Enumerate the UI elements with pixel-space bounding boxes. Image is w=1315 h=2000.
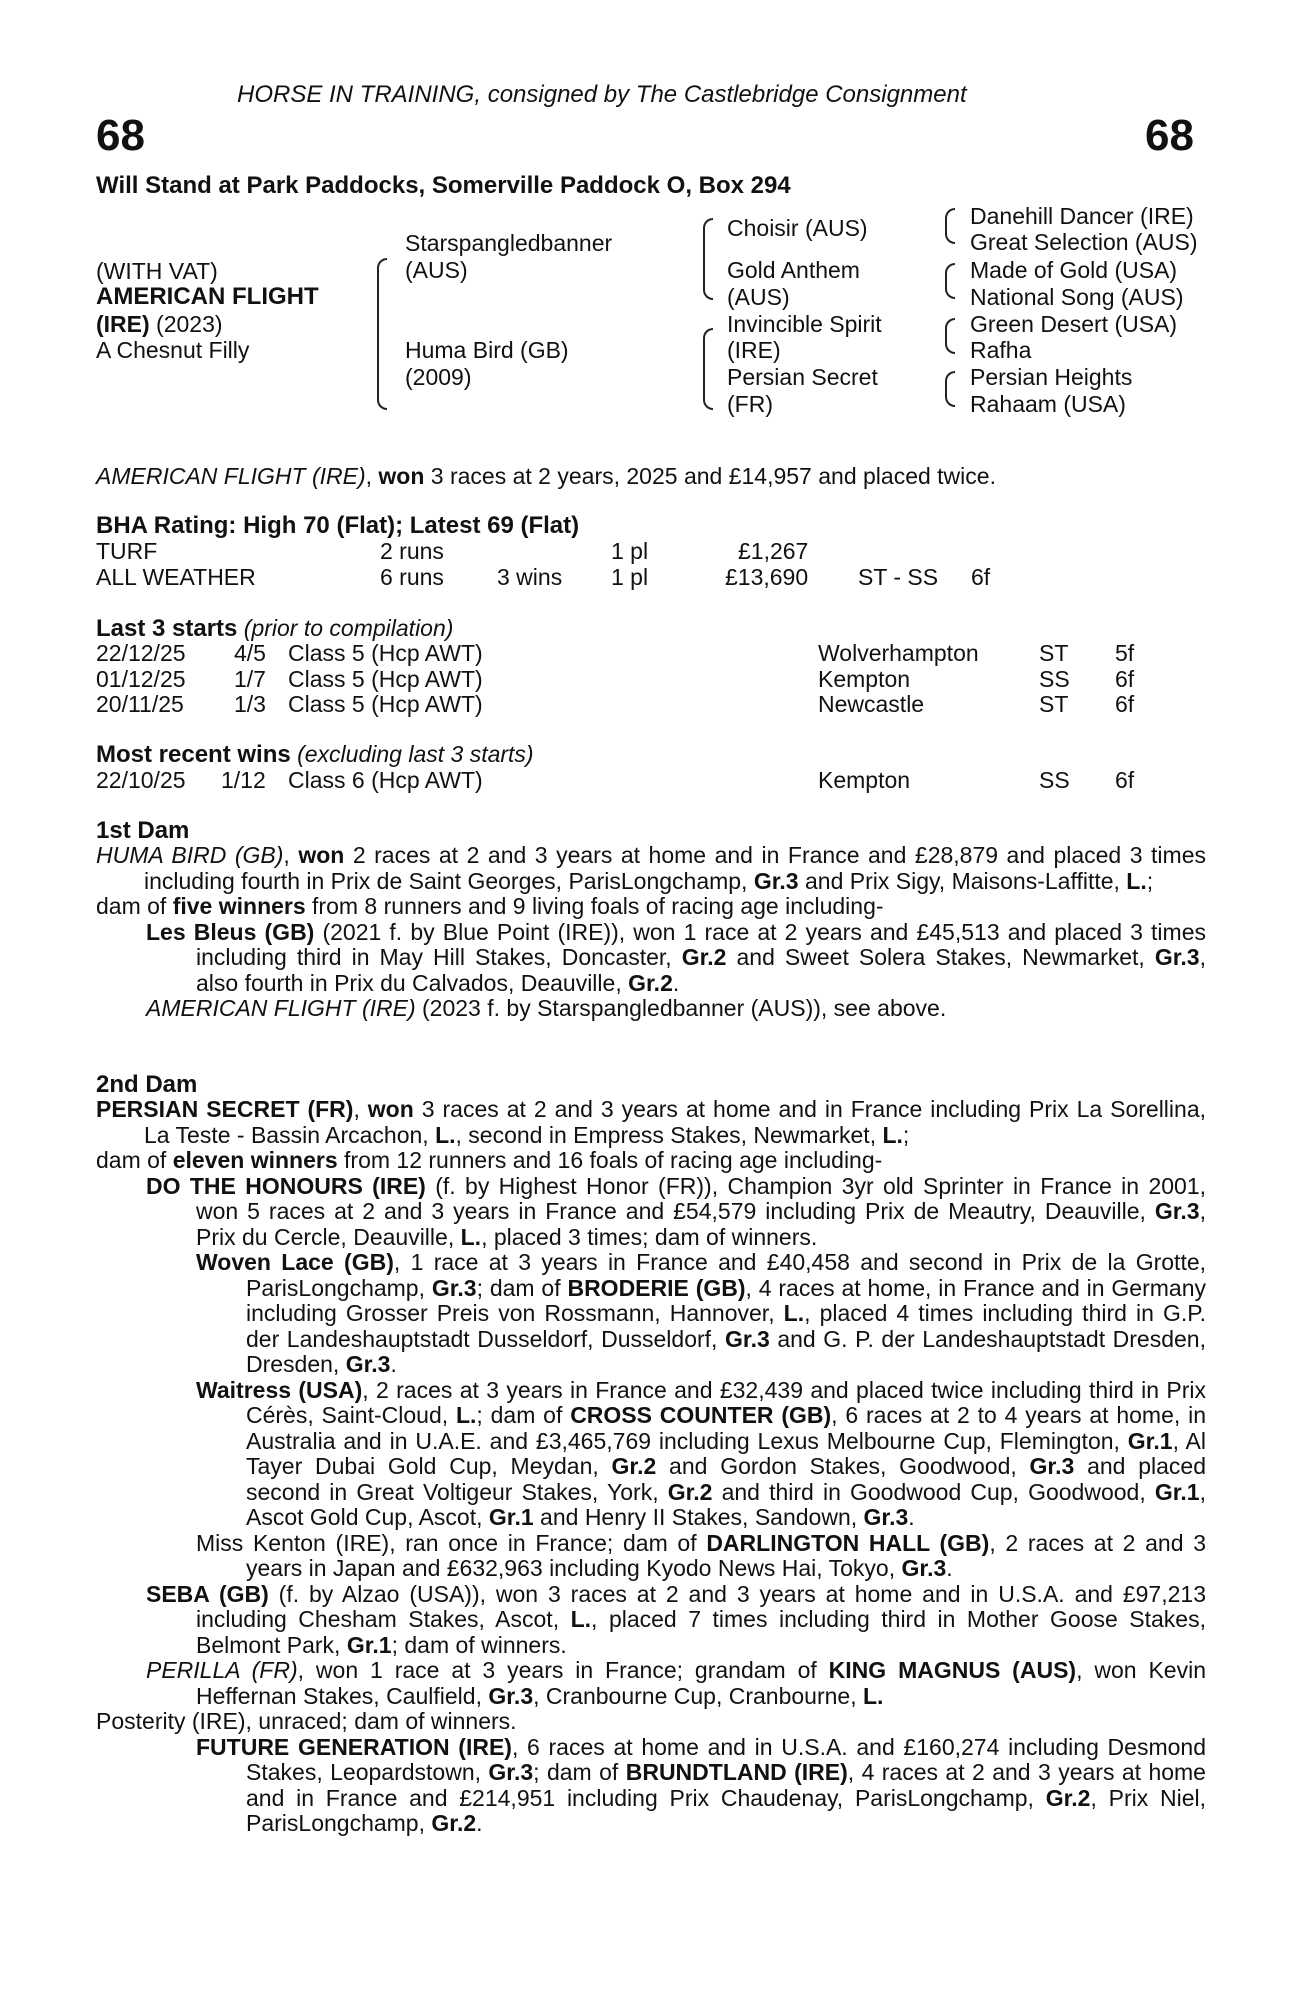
miss-kenton-entry: Miss Kenton (IRE), ran once in France; dam of DARLINGTON HALL (GB), 2 races at 2 and 3 years in Japan and £632,963 including Kyodo News Hai, Tokyo, Gr.3. (196, 1529, 1206, 1581)
granddam-4: Rahaam (USA) (970, 391, 1126, 417)
horse-name: AMERICAN FLIGHT (96, 283, 319, 310)
sire-name: Starspangledbanner (405, 230, 613, 256)
woven-lace-entry: Woven Lace (GB), 1 race at 3 years in France and £40,458 and second in Prix de la Grotte, ParisLongchamp, Gr.3; dam of BRODERIE (GB), 4 races at home, in France and in Germany including Grosser Preis von Rossmann, Hannover, L., placed 4 times including third in G.P. der Landeshauptstadt Dusseldorf, Dusseldorf, Gr.3 and G. P. der Landeshauptstadt Dresden, Dresden, Gr.3. (196, 1249, 1207, 1377)
pedigree-brace-g4 (945, 371, 955, 407)
stand-location: Will Stand at Park Paddocks, Somerville Paddock O, Box 294 (96, 172, 791, 199)
first-dam-heading: 1st Dam (96, 817, 190, 844)
pedigree-brace-g1 (945, 208, 955, 244)
horse-suffix-year: (IRE) (2023) (96, 311, 223, 337)
consignment-subtitle: HORSE IN TRAINING, consigned by The Castlebridge Consignment (237, 81, 967, 108)
future-generation-entry: FUTURE GENERATION (IRE), 6 races at home and in U.S.A. and £160,274 including Desmond Stakes, Leopardstown, Gr.3; dam of BRUNDTLAND (IRE), 4 races at 2 and 3 years at home and in France and £214,951 including Prix Chaudenay, ParisLongchamp, Gr.2, Prix Niel, ParisLongchamp, Gr.2. (196, 1733, 1206, 1836)
horse-description: A Chesnut Filly (96, 337, 250, 363)
posterity-entry: Posterity (IRE), unraced; dam of winners. (96, 1708, 517, 1734)
dam-sire: Invincible Spirit (727, 311, 882, 337)
sire-sire: Choisir (AUS) (727, 215, 868, 241)
waitress-entry: Waitress (USA), 2 races at 3 years in France and £32,439 and placed twice including third in Prix Cérès, Saint-Cloud, L.; dam of CROSS COUNTER (GB), 6 races at 2 to 4 years at home, in Australia and in U.A.E. and £3,465,769 including Lexus Melbourne Cup, Flemington, Gr.1, Al Tayer Dubai Gold Cup, Meydan, Gr.2 and Gordon Stakes, Goodwood, Gr.3 and placed second in Great Voltigeur Stakes, York, Gr.2 and third in Goodwood Cup, Goodwood, Gr.1, Ascot Gold Cup, Ascot, Gr.1 and Henry II Stakes, Sandown, Gr.3. (196, 1376, 1206, 1530)
second-dam-heading: 2nd Dam (96, 1071, 198, 1098)
last3-heading: Last 3 starts (prior to compilation) (96, 615, 454, 642)
dam-name: Huma Bird (GB) (405, 337, 569, 363)
pedigree-brace-g2 (945, 263, 955, 299)
pedigree-brace-dam (703, 328, 713, 410)
pedigree-brace-gen1 (377, 258, 387, 410)
sire-dam-country: (AUS) (727, 284, 790, 310)
pedigree-brace-sire (703, 218, 713, 300)
dam-dam-country: (FR) (727, 391, 773, 417)
first-dam-record: HUMA BIRD (GB), won 2 races at 2 and 3 years at home and in France and £28,879 and placed 3 times including fourth in Prix de Saint Georges, ParisLongchamp, Gr.3 and Prix Sigy, Maisons-Laffitte, L.; dam of five winners from 8 runners and 9 living foals of racing age including- Les Bleus (GB) (2021 f. by Blue Point (IRE)), won 1 race at 2 years and £45,513 and placed 3 times including third in May Hill Stakes, Doncaster, Gr.2 and Sweet Solera Stakes, Newmarket, Gr.3, also fourth in Prix du Calvados, Deauville, Gr.2. AMERICAN FLIGHT (IRE) (2023 f. by Starspangledbanner (AUS)), see above. (96, 842, 1206, 1021)
lot-number-left: 68 (96, 111, 145, 160)
granddam-1: Great Selection (AUS) (970, 229, 1198, 255)
perilla-entry: PERILLA (FR), won 1 race at 3 years in France; grandam of KING MAGNUS (AUS), won Kevin Heffernan Stakes, Caulfield, Gr.3, Cranbourne Cup, Cranbourne, L. (146, 1657, 1206, 1709)
sire-country: (AUS) (405, 257, 468, 283)
dam-sire-country: (IRE) (727, 337, 781, 363)
pedigree-brace-g3 (945, 318, 955, 354)
dam-dam: Persian Secret (727, 364, 878, 390)
grandsire-2: Made of Gold (USA) (970, 257, 1178, 283)
sire-dam: Gold Anthem (727, 257, 860, 283)
les-bleus-entry: Les Bleus (GB) (2021 f. by Blue Point (IRE)), won 1 race at 2 years and £45,513 and placed 3 times including third in May Hill Stakes, Doncaster, Gr.2 and Sweet Solera Stakes, Newmarket, Gr.3, also fourth in Prix du Calvados, Deauville, Gr.2. (146, 918, 1206, 996)
granddam-3: Rafha (970, 337, 1032, 363)
american-flight-entry: AMERICAN FLIGHT (IRE) (2023 f. by Starspangledbanner (AUS)), see above. (146, 995, 947, 1021)
vat-note: (WITH VAT) (96, 258, 218, 284)
recent-wins-heading: Most recent wins (excluding last 3 starts) (96, 741, 534, 768)
granddam-2: National Song (AUS) (970, 284, 1184, 310)
do-the-honours-entry: DO THE HONOURS (IRE) (f. by Highest Honor (FR)), Champion 3yr old Sprinter in France in 2001, won 5 races at 2 and 3 years in France and £54,579 including Prix de Meautry, Deauville, Gr.3, Prix du Cercle, Deauville, L., placed 3 times; dam of winners. (146, 1172, 1207, 1250)
race-summary: AMERICAN FLIGHT (IRE), won 3 races at 2 years, 2025 and £14,957 and placed twice. (96, 463, 996, 489)
grandsire-1: Danehill Dancer (IRE) (970, 203, 1194, 229)
grandsire-3: Green Desert (USA) (970, 311, 1178, 337)
seba-entry: SEBA (GB) (f. by Alzao (USA)), won 3 races at 2 and 3 years at home and in U.S.A. and £97,213 including Chesham Stakes, Ascot, L., placed 7 times including third in Mother Goose Stakes, Belmont Park, Gr.1; dam of winners. (146, 1580, 1206, 1658)
dam-year: (2009) (405, 364, 472, 390)
bha-rating-title: BHA Rating: High 70 (Flat); Latest 69 (Flat) (96, 512, 580, 539)
second-dam-record: PERSIAN SECRET (FR), won 3 races at 2 and 3 years at home and in France including Prix La Sorellina, La Teste - Bassin Arcachon, L., second in Empress Stakes, Newmarket, L.; dam of eleven winners from 12 runners and 16 foals of racing age including- DO THE HONOURS (IRE) (f. by Highest Honor (FR)), Champion 3yr old Sprinter in France in 2001, won 5 races at 2 and 3 years in France and £54,579 including Prix de Meautry, Deauville, Gr.3, Prix du Cercle, Deauville, L., placed 3 times; dam of winners. Woven Lace (GB), 1 race at 3 years in France and £40,458 and second in Prix de la Grotte, ParisLongchamp, Gr.3; dam of BRODERIE (GB), 4 races at home, in France and in Germany including Grosser Preis von Rossmann, Hannover, L., placed 4 times including third in G.P. der Landeshauptstadt Dusseldorf, Dusseldorf, Gr.3 and G. P. der Landeshauptstadt Dresden, Dresden, Gr.3. Waitress (USA), 2 races at 3 years in France and £32,439 and placed twice including third in Prix Cérès, Saint-Cloud, L.; dam of CROSS COUNTER (GB), 6 races at 2 to 4 years at home, in Australia and in U.A.E. and £3,465,769 including Lexus Melbourne Cup, Flemington, Gr.1, Al Tayer Dubai Gold Cup, Meydan, Gr.2 and Gordon Stakes, Goodwood, Gr.3 and placed second in Great Voltigeur Stakes, York, Gr.2 and third in Goodwood Cup, Goodwood, Gr.1, Ascot Gold Cup, Ascot, Gr.1 and Henry II Stakes, Sandown, Gr.3. Miss Kenton (IRE), ran once in France; dam of DARLINGTON HALL (GB), 2 races at 2 and 3 years in Japan and £632,963 including Kyodo News Hai, Tokyo, Gr.3. SEBA (GB) (f. by Alzao (USA)), won 3 races at 2 and 3 years at home and in U.S.A. and £97,213 including Chesham Stakes, Ascot, L., placed 7 times including third in Mother Goose Stakes, Belmont Park, Gr.1; dam of winners. PERILLA (FR), won 1 race at 3 years in France; grandam of KING MAGNUS (AUS), won Kevin Heffernan Stakes, Caulfield, Gr.3, Cranbourne Cup, Cranbourne, L. Posterity (IRE), unraced; dam of winners. FUTURE GENERATION (IRE), 6 races at home and in U.S.A. and £160,274 including Desmond Stakes, Leopardstown, Gr.3; dam of BRUNDTLAND (IRE), 4 races at 2 and 3 years at home and in France and £214,951 including Prix Chaudenay, ParisLongchamp, Gr.2, Prix Niel, ParisLongchamp, Gr.2. (96, 1096, 1207, 1836)
lot-number-right: 68 (1145, 111, 1194, 160)
grandsire-4: Persian Heights (970, 364, 1133, 390)
